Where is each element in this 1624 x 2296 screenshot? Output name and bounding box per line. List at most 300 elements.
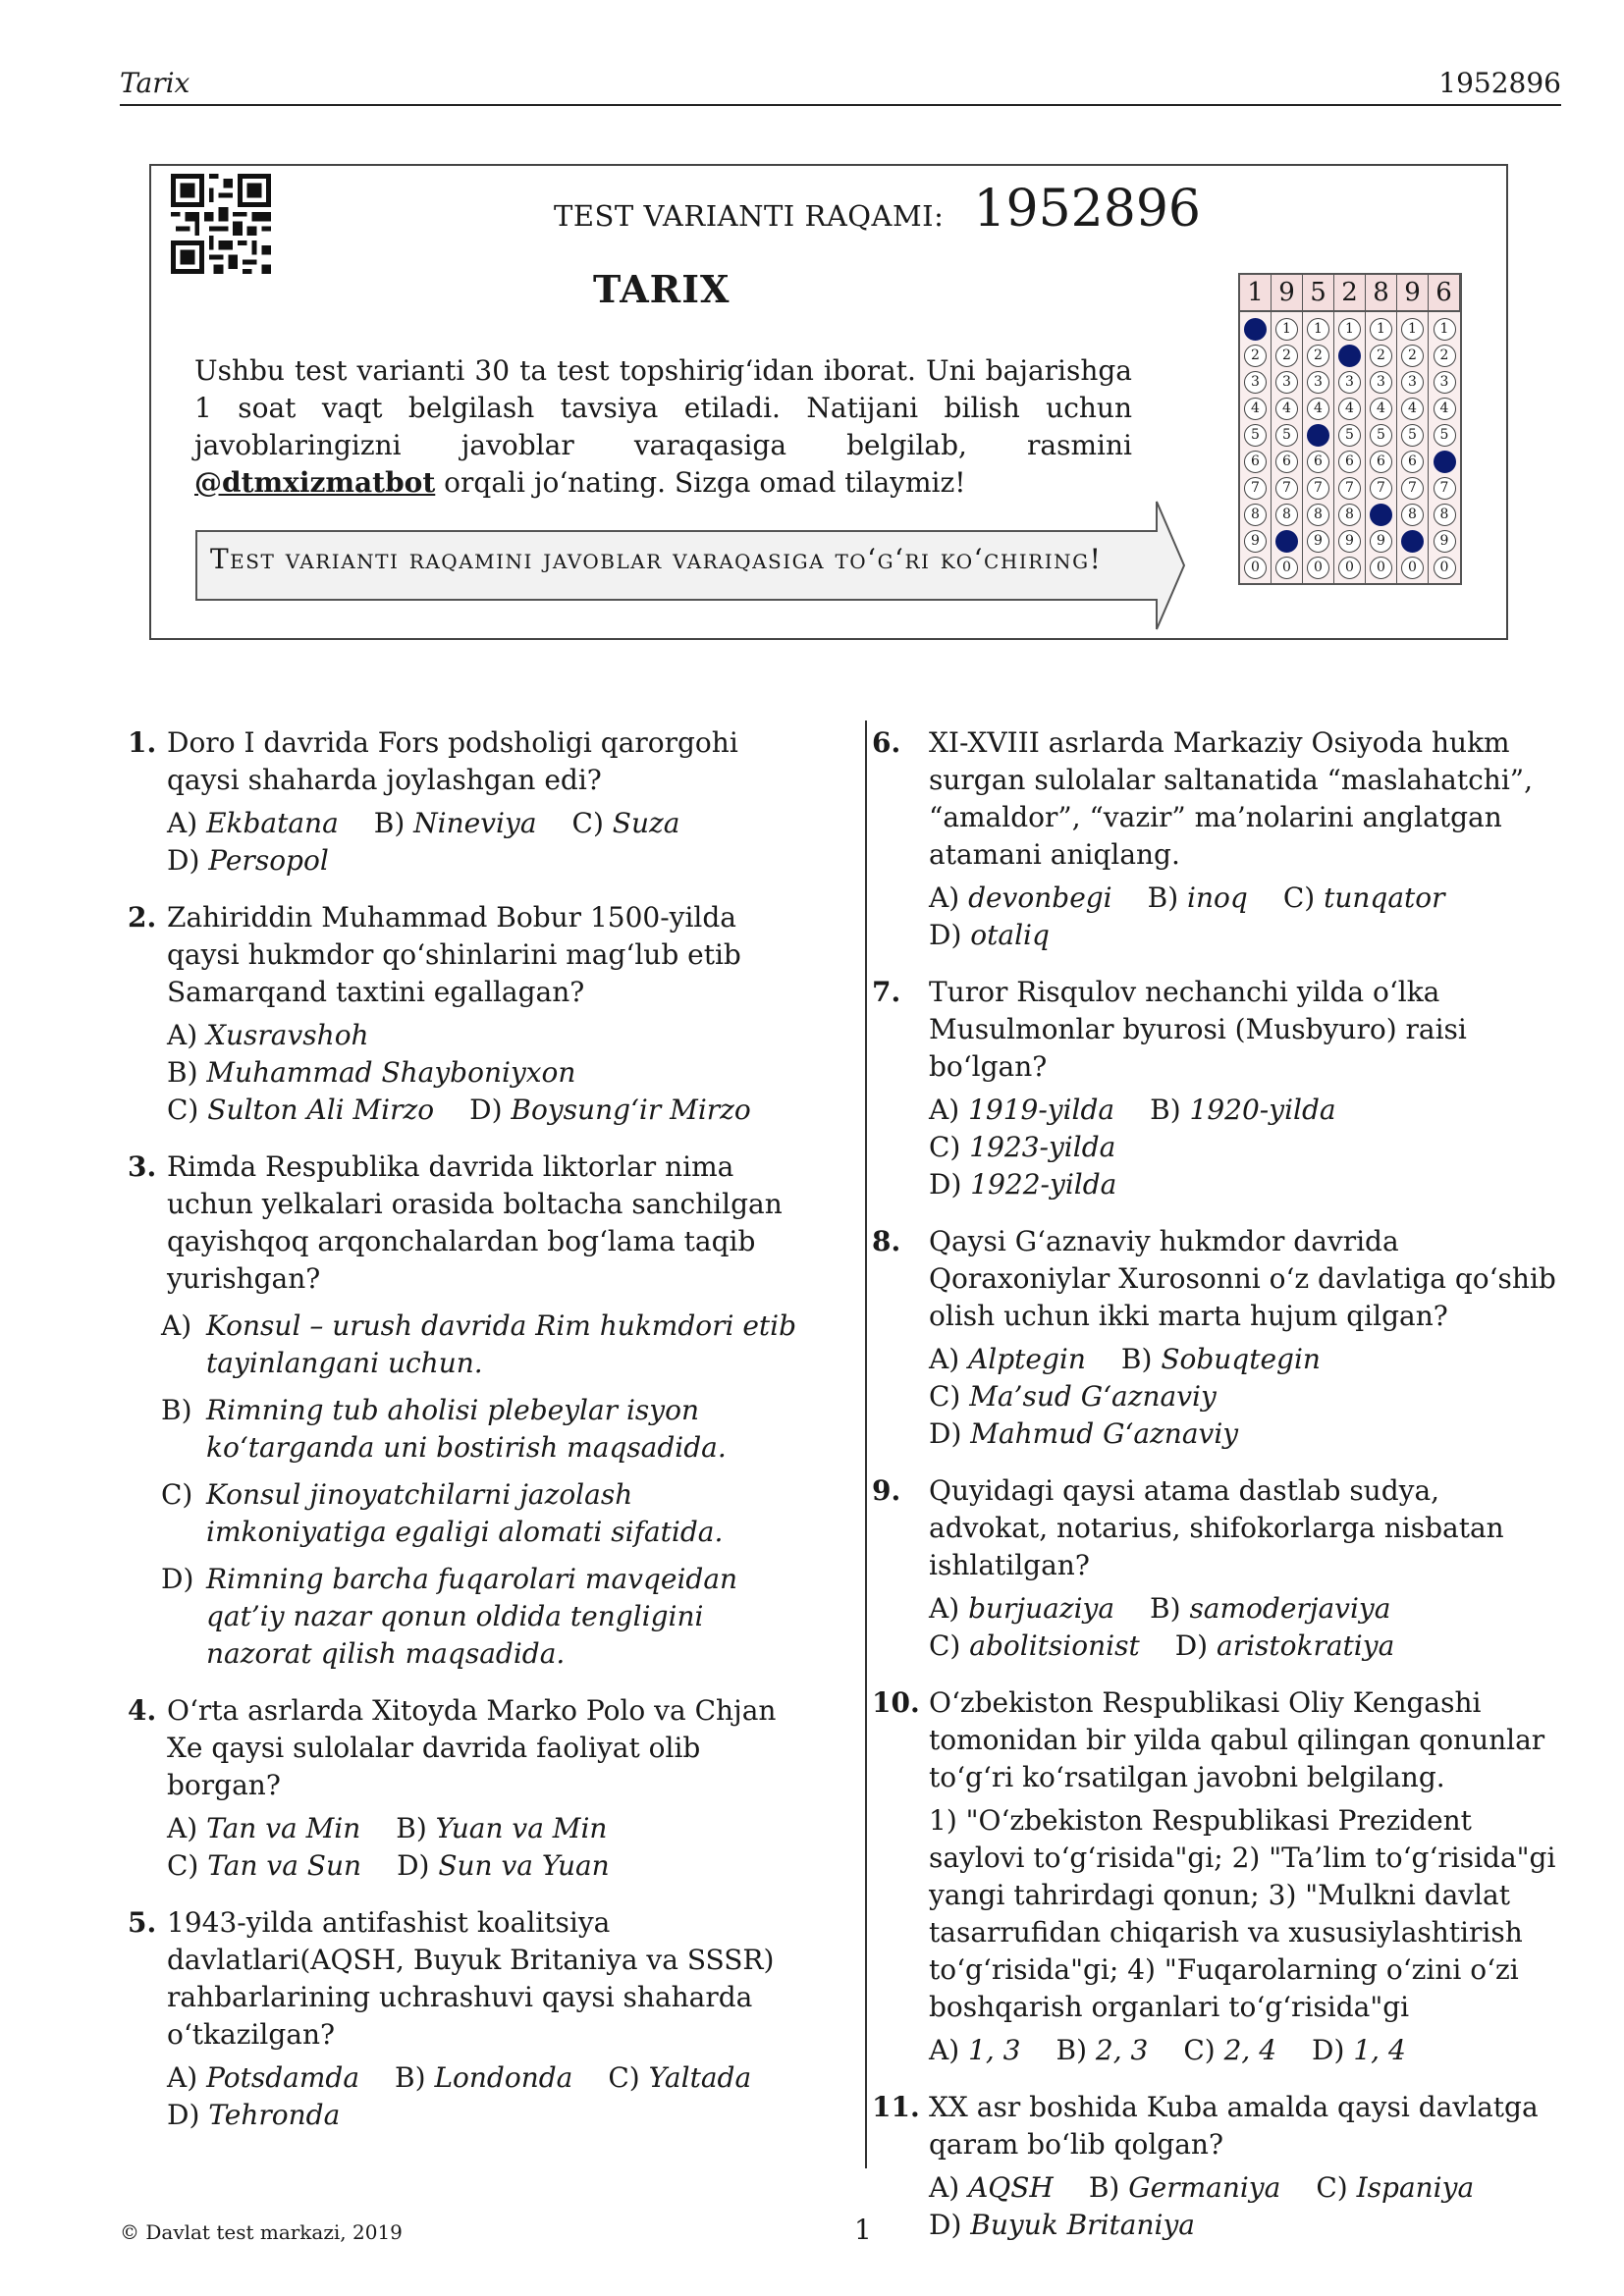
question-number: 1. bbox=[128, 726, 157, 759]
omr-bubble[interactable]: 9 bbox=[1244, 530, 1267, 553]
answer-option[interactable] bbox=[929, 1341, 1086, 1378]
omr-bubble[interactable]: 7 bbox=[1244, 477, 1267, 500]
answer-option-text: Persopol bbox=[208, 844, 329, 877]
omr-column bbox=[1397, 312, 1429, 583]
omr-column bbox=[1366, 312, 1397, 583]
answer-option-row bbox=[929, 1378, 1561, 1453]
omr-bubble[interactable]: 0 bbox=[1370, 557, 1392, 579]
answer-option-row bbox=[167, 1847, 815, 1885]
omr-bubble-filled[interactable] bbox=[1338, 345, 1361, 367]
answer-option[interactable] bbox=[608, 2059, 751, 2097]
omr-bubble[interactable]: 7 bbox=[1338, 477, 1361, 500]
answer-option[interactable] bbox=[167, 1017, 369, 1054]
answer-option-text: samoderjaviya bbox=[1189, 1592, 1391, 1625]
header-subject: Tarix bbox=[120, 67, 190, 99]
omr-bubble[interactable]: 4 bbox=[1401, 398, 1424, 420]
answer-option[interactable] bbox=[167, 1847, 361, 1885]
omr-bubble[interactable]: 5 bbox=[1338, 424, 1361, 447]
question-number: 3. bbox=[128, 1150, 157, 1183]
answer-option[interactable] bbox=[929, 1129, 1115, 1166]
question-item bbox=[872, 1472, 1561, 1665]
answer-option[interactable] bbox=[929, 880, 1112, 917]
omr-bubble[interactable]: 3 bbox=[1338, 371, 1361, 394]
question-text: O‘rta asrlarda Xitoyda Marko Polo va Chjan Xe qaysi sulolalar davrida faoliyat olib borgan? bbox=[167, 1694, 777, 1801]
answer-option[interactable] bbox=[167, 1810, 360, 1847]
question-number: 4. bbox=[128, 1694, 157, 1727]
question-item bbox=[128, 1904, 815, 2134]
answer-option-text: Muhammad Shayboniyxon bbox=[206, 1056, 576, 1089]
answer-option-letter: A) bbox=[929, 1592, 960, 1625]
question-number: 5. bbox=[128, 1906, 157, 1939]
omr-bubble[interactable]: 9 bbox=[1370, 530, 1392, 553]
answer-option-letter: A) bbox=[929, 2034, 960, 2066]
answer-option[interactable] bbox=[1183, 2032, 1276, 2069]
omr-bubble[interactable]: 7 bbox=[1401, 477, 1424, 500]
answer-option-letter: C) bbox=[929, 1629, 961, 1662]
answer-option-text: 1, 4 bbox=[1353, 2034, 1406, 2066]
omr-bubble[interactable]: 2 bbox=[1307, 345, 1329, 367]
answer-option-text: abolitsionist bbox=[969, 1629, 1140, 1662]
answer-option-row bbox=[929, 880, 1561, 917]
answer-option-text: 1919-yilda bbox=[968, 1094, 1115, 1126]
omr-column bbox=[1429, 312, 1460, 583]
answer-options bbox=[929, 2169, 1561, 2244]
answer-option-letter: B) bbox=[1088, 2171, 1120, 2204]
answer-option-letter: C) bbox=[608, 2061, 640, 2094]
answer-option-letter: C) bbox=[161, 1478, 193, 1511]
answer-option-letter: D) bbox=[397, 1849, 430, 1882]
answer-option-text: Rimning tub aholisi plebeylar isyon ko‘targanda uni bostirish maqsadida. bbox=[206, 1394, 727, 1464]
question-text: Zahiriddin Muhammad Bobur 1500-yilda qaysi hukmdor qo‘shinlarini mag‘lub etib Samarqand taxtini egallagan? bbox=[167, 901, 741, 1008]
answer-option-text: Buyuk Britaniya bbox=[970, 2209, 1195, 2241]
omr-bubble[interactable]: 5 bbox=[1370, 424, 1392, 447]
answer-options-long bbox=[161, 1308, 815, 1673]
answer-option-row bbox=[167, 1092, 815, 1129]
answer-option-text: 1920-yilda bbox=[1189, 1094, 1336, 1126]
omr-bubble[interactable]: 7 bbox=[1307, 477, 1329, 500]
answer-option[interactable] bbox=[929, 2032, 1021, 2069]
omr-bubble[interactable]: 1 bbox=[1275, 318, 1298, 341]
answer-option-letter: B) bbox=[161, 1394, 192, 1426]
answer-option-letter: B) bbox=[167, 1056, 198, 1089]
omr-digit-header: 2 bbox=[1334, 275, 1366, 312]
answer-option-text: Yaltada bbox=[648, 2061, 752, 2094]
omr-bubble[interactable]: 6 bbox=[1401, 451, 1424, 473]
answer-options bbox=[167, 2059, 815, 2134]
instructions-text bbox=[194, 352, 1132, 502]
omr-bubble[interactable]: 2 bbox=[1275, 345, 1298, 367]
omr-bubble[interactable]: 1 bbox=[1307, 318, 1329, 341]
omr-bubble[interactable]: 0 bbox=[1244, 557, 1267, 579]
answer-option[interactable] bbox=[396, 1810, 607, 1847]
answer-option[interactable] bbox=[1316, 2169, 1474, 2207]
answer-option-row bbox=[929, 917, 1561, 954]
omr-digit-header: 9 bbox=[1272, 275, 1303, 312]
question-text: Turor Risqulov nechanchi yilda o‘lka Musulmonlar byurosi (Musbyuro) raisi bo‘lgan? bbox=[929, 976, 1467, 1083]
answer-option-text: 1923-yilda bbox=[969, 1131, 1116, 1163]
answer-option-letter: A) bbox=[167, 1812, 198, 1844]
omr-bubble[interactable]: 9 bbox=[1338, 530, 1361, 553]
footer-copyright: © Davlat test markazi, 2019 bbox=[120, 2220, 403, 2244]
variant-label: TEST VARIANTI RAQAMI: bbox=[554, 199, 945, 233]
answer-option-text: Konsul jinoyatchilarni jazolash imkoniyatiga egaligi alomati sifatida. bbox=[206, 1478, 724, 1548]
answer-option[interactable] bbox=[929, 917, 1050, 954]
instructions-after: orqali jo‘nating. Sizga omad tilaymiz! bbox=[435, 466, 966, 499]
answer-option-text: tunqator bbox=[1324, 881, 1445, 914]
instructions-before: Ushbu test varianti 30 ta test topshirig‘idan iborat. Uni bajarishga 1 soat vaqt belgilash tavsiya etiladi. Natijani bilish uchun javoblaringizni javoblar varaqasiga belgilab, rasmini bbox=[194, 354, 1132, 461]
answer-option-text: Ekbatana bbox=[206, 807, 339, 839]
variant-info-box bbox=[149, 164, 1508, 640]
omr-bubble-filled[interactable] bbox=[1434, 451, 1456, 473]
omr-bubble[interactable]: 5 bbox=[1244, 424, 1267, 447]
telegram-bot-link[interactable]: @dtmxizmatbot bbox=[194, 466, 436, 499]
answer-option[interactable] bbox=[397, 1847, 610, 1885]
answer-option-text: Konsul – urush davrida Rim hukmdori etib tayinlangani uchun. bbox=[206, 1309, 797, 1379]
answer-option-row bbox=[167, 2097, 815, 2134]
variant-number-line bbox=[554, 180, 1201, 248]
answer-option[interactable] bbox=[1121, 1341, 1321, 1378]
answer-option-text: Ispaniya bbox=[1356, 2171, 1475, 2204]
question-item bbox=[128, 1148, 815, 1673]
omr-bubble[interactable]: 4 bbox=[1370, 398, 1392, 420]
omr-column bbox=[1303, 312, 1334, 583]
answer-option[interactable] bbox=[161, 1476, 815, 1551]
omr-bubble[interactable]: 5 bbox=[1275, 424, 1298, 447]
omr-bubble[interactable]: 2 bbox=[1244, 345, 1267, 367]
answer-option-text: 1922-yilda bbox=[970, 1168, 1117, 1201]
answer-option-letter: B) bbox=[1056, 2034, 1087, 2066]
omr-bubble[interactable]: 8 bbox=[1338, 504, 1361, 526]
question-item bbox=[128, 724, 815, 880]
omr-bubble[interactable]: 3 bbox=[1401, 371, 1424, 394]
omr-bubble[interactable]: 4 bbox=[1275, 398, 1298, 420]
question-text: Doro I davrida Fors podsholigi qarorgohi qaysi shaharda joylashgan edi? bbox=[167, 726, 738, 796]
answer-option[interactable] bbox=[929, 2169, 1054, 2207]
answer-option[interactable] bbox=[1283, 880, 1445, 917]
question-item bbox=[872, 1223, 1561, 1453]
answer-option-text: Yuan va Min bbox=[435, 1812, 608, 1844]
question-item bbox=[872, 724, 1561, 954]
question-number: 6. bbox=[872, 726, 901, 759]
footer-page-number: 1 bbox=[854, 2214, 872, 2246]
answer-option-text: Londonda bbox=[434, 2061, 573, 2094]
answer-option-row bbox=[929, 1628, 1561, 1665]
answer-option-letter: B) bbox=[395, 2061, 426, 2094]
question-statements: 1) "O‘zbekiston Respublikasi Prezident saylovi to‘g‘risida"gi; 2) "Ta’lim to‘g‘risida"gi yangi tahrirdagi qonun; 3) "Mulkni davlat tasarrufidan chiqarish va xususiylashtirish to‘g‘risida"gi; 4) "Fuqarolarning o‘zini o‘zi boshqarish organlari to‘g‘risida"gi bbox=[929, 1804, 1556, 2023]
omr-bubble[interactable]: 3 bbox=[1244, 371, 1267, 394]
answer-option-text: Suza bbox=[612, 807, 680, 839]
answer-option-text: Tehronda bbox=[208, 2099, 341, 2131]
omr-bubble-filled[interactable] bbox=[1275, 530, 1298, 553]
omr-bubble[interactable]: 3 bbox=[1370, 371, 1392, 394]
header-code: 1952896 bbox=[1438, 67, 1561, 99]
omr-bubble[interactable]: 6 bbox=[1244, 451, 1267, 473]
answer-option[interactable] bbox=[1056, 2032, 1149, 2069]
omr-bubble[interactable]: 2 bbox=[1434, 345, 1456, 367]
omr-bubble-filled[interactable] bbox=[1401, 530, 1424, 553]
answer-option-row bbox=[167, 1017, 815, 1054]
question-number: 10. bbox=[872, 1686, 920, 1719]
omr-bubble[interactable]: 6 bbox=[1275, 451, 1298, 473]
answer-option-letter: D) bbox=[929, 1417, 962, 1450]
answer-option-letter: C) bbox=[167, 1849, 199, 1882]
omr-bubble[interactable]: 3 bbox=[1307, 371, 1329, 394]
answer-option[interactable] bbox=[929, 2207, 1195, 2244]
answer-option-row bbox=[167, 2059, 815, 2097]
answer-option[interactable] bbox=[929, 1590, 1114, 1628]
answer-option-text: Nineviya bbox=[413, 807, 537, 839]
answer-option-letter: C) bbox=[1183, 2034, 1216, 2066]
answer-option-row bbox=[929, 2169, 1561, 2207]
answer-option-letter: A) bbox=[929, 881, 960, 914]
answer-option[interactable] bbox=[1148, 880, 1248, 917]
answer-option[interactable] bbox=[929, 1378, 1217, 1415]
answer-option[interactable] bbox=[161, 1392, 815, 1467]
question-text: O‘zbekiston Respublikasi Oliy Kengashi tomonidan bir yilda qabul qilingan qonunlar to‘g‘ri ko‘rsatilgan javobni belgilang. bbox=[929, 1686, 1545, 1793]
question-number: 2. bbox=[128, 901, 157, 934]
omr-digit-header: 5 bbox=[1303, 275, 1334, 312]
answer-option-text: Tan va Min bbox=[206, 1812, 361, 1844]
answer-option[interactable] bbox=[929, 1166, 1116, 1203]
answer-option-text: Alptegin bbox=[968, 1343, 1086, 1375]
answer-option-row bbox=[929, 1166, 1561, 1203]
answer-option[interactable] bbox=[1312, 2032, 1406, 2069]
answer-option[interactable] bbox=[374, 805, 537, 842]
answer-option-text: burjuaziya bbox=[968, 1592, 1115, 1625]
column-divider bbox=[865, 721, 867, 2168]
answer-option-row bbox=[167, 842, 815, 880]
answer-option-text: Sobuqtegin bbox=[1161, 1343, 1321, 1375]
answer-option-letter: B) bbox=[1147, 881, 1179, 914]
answer-option-letter: D) bbox=[161, 1563, 194, 1595]
omr-column bbox=[1334, 312, 1366, 583]
omr-digit-header: 8 bbox=[1366, 275, 1397, 312]
omr-bubble[interactable]: 1 bbox=[1401, 318, 1424, 341]
answer-option[interactable] bbox=[167, 2059, 359, 2097]
answer-option-letter: B) bbox=[1150, 1592, 1181, 1625]
answer-option-row bbox=[167, 1810, 815, 1847]
answer-option-letter: A) bbox=[167, 807, 198, 839]
answer-option[interactable] bbox=[167, 1054, 575, 1092]
answer-option-letter: A) bbox=[929, 2171, 960, 2204]
omr-bubble[interactable]: 9 bbox=[1307, 530, 1329, 553]
answer-option-row bbox=[929, 1092, 1561, 1166]
answer-option[interactable] bbox=[1089, 2169, 1280, 2207]
answer-options bbox=[167, 1017, 815, 1129]
answer-option-letter: D) bbox=[1174, 1629, 1209, 1662]
answer-option-text: Rimning barcha fuqarolari mavqeidan qat’iy nazar qonun oldida tengligini nazorat qilish maqsadida. bbox=[206, 1563, 738, 1670]
answer-option-letter: C) bbox=[571, 807, 604, 839]
question-number: 9. bbox=[872, 1474, 901, 1507]
omr-bubble[interactable]: 0 bbox=[1401, 557, 1424, 579]
question-item bbox=[128, 899, 815, 1129]
omr-bubble[interactable]: 8 bbox=[1307, 504, 1329, 526]
answer-option-letter: D) bbox=[167, 844, 200, 877]
omr-bubble[interactable]: 8 bbox=[1275, 504, 1298, 526]
answer-option[interactable] bbox=[929, 1092, 1114, 1129]
omr-digit-header: 6 bbox=[1429, 275, 1460, 312]
omr-bubble-filled[interactable] bbox=[1244, 318, 1267, 341]
answer-option-row bbox=[167, 1054, 815, 1092]
answer-option[interactable] bbox=[929, 1628, 1140, 1665]
omr-digit-header: 9 bbox=[1397, 275, 1429, 312]
omr-bubble[interactable]: 5 bbox=[1434, 424, 1456, 447]
answer-option[interactable] bbox=[1150, 1590, 1390, 1628]
answer-option-text: Ma’sud G‘aznaviy bbox=[969, 1380, 1217, 1413]
omr-digit-header: 1 bbox=[1240, 275, 1272, 312]
answer-option-row bbox=[929, 2207, 1561, 2244]
answer-option-letter: C) bbox=[1282, 881, 1316, 914]
answer-option-text: aristokratiya bbox=[1216, 1629, 1395, 1662]
answer-option-text: 1, 3 bbox=[968, 2034, 1021, 2066]
answer-option-row bbox=[929, 2032, 1561, 2069]
omr-column bbox=[1272, 312, 1303, 583]
answer-option-text: Boysung‘ir Mirzo bbox=[511, 1094, 751, 1126]
omr-bubble[interactable]: 6 bbox=[1307, 451, 1329, 473]
omr-bubble[interactable]: 4 bbox=[1338, 398, 1361, 420]
omr-bubble[interactable]: 1 bbox=[1338, 318, 1361, 341]
answer-option[interactable] bbox=[572, 805, 680, 842]
answer-option[interactable] bbox=[1175, 1628, 1395, 1665]
qr-code-icon bbox=[171, 174, 271, 274]
question-item bbox=[128, 1692, 815, 1885]
omr-bubble[interactable]: 4 bbox=[1244, 398, 1267, 420]
answer-options bbox=[929, 1590, 1561, 1665]
answer-option-letter: B) bbox=[396, 1812, 427, 1844]
answer-option[interactable] bbox=[167, 805, 339, 842]
answer-option-letter: D) bbox=[929, 919, 962, 951]
question-text: Quyidagi qaysi atama dastlab sudya, advokat, notarius, shifokorlarga nisbatan ishlatilgan? bbox=[929, 1474, 1504, 1581]
answer-option-text: AQSH bbox=[968, 2171, 1054, 2204]
answer-option[interactable] bbox=[167, 842, 329, 880]
answer-option-letter: D) bbox=[929, 1168, 962, 1201]
answer-option-row bbox=[929, 1590, 1561, 1628]
answer-options bbox=[929, 880, 1561, 954]
answer-option-letter: D) bbox=[167, 2099, 200, 2131]
answer-option-text: otaliq bbox=[970, 919, 1050, 951]
answer-option-row bbox=[167, 805, 815, 842]
subject-title: TARIX bbox=[593, 267, 731, 311]
omr-bubble[interactable]: 2 bbox=[1370, 345, 1392, 367]
question-number: 11. bbox=[872, 2091, 920, 2123]
answer-option-letter: C) bbox=[929, 1380, 961, 1413]
omr-bubble[interactable]: 7 bbox=[1434, 477, 1456, 500]
answer-option-letter: A) bbox=[929, 1343, 960, 1375]
answer-option-letter: D) bbox=[1312, 2034, 1345, 2066]
questions-right-column bbox=[872, 724, 1561, 2264]
answer-option-text: Germaniya bbox=[1128, 2171, 1281, 2204]
answer-option-letter: A) bbox=[167, 2061, 198, 2094]
omr-bubble[interactable]: 3 bbox=[1275, 371, 1298, 394]
answer-option[interactable] bbox=[1150, 1092, 1335, 1129]
page-header bbox=[120, 65, 1561, 106]
question-item bbox=[872, 974, 1561, 1203]
omr-bubble[interactable]: 0 bbox=[1275, 557, 1298, 579]
question-number: 8. bbox=[872, 1225, 901, 1257]
question-text: XX asr boshida Kuba amalda qaysi davlatga qaram bo‘lib qolgan? bbox=[929, 2091, 1539, 2161]
omr-bubble-filled[interactable] bbox=[1370, 504, 1392, 526]
omr-bubble[interactable]: 7 bbox=[1275, 477, 1298, 500]
answer-option-letter: C) bbox=[167, 1094, 199, 1126]
answer-option-text: Mahmud G‘aznaviy bbox=[970, 1417, 1239, 1450]
answer-option-row bbox=[929, 1341, 1561, 1378]
omr-bubble[interactable]: 6 bbox=[1338, 451, 1361, 473]
variant-omr-grid bbox=[1238, 273, 1458, 627]
omr-bubble[interactable]: 9 bbox=[1434, 530, 1456, 553]
answer-option-text: Tan va Sun bbox=[207, 1849, 362, 1882]
answer-option-text: Potsdamda bbox=[206, 2061, 360, 2094]
omr-bubble[interactable]: 8 bbox=[1244, 504, 1267, 526]
question-item bbox=[872, 2089, 1561, 2244]
answer-option-text: devonbegi bbox=[968, 881, 1112, 914]
answer-option[interactable] bbox=[161, 1561, 815, 1673]
arrow-instruction-text: Test varianti raqamini javoblar varaqasiga to‘g‘ri ko‘chiring! bbox=[210, 543, 1103, 575]
omr-bubble[interactable]: 8 bbox=[1434, 504, 1456, 526]
omr-bubble[interactable]: 8 bbox=[1401, 504, 1424, 526]
answer-option-letter: C) bbox=[1316, 2171, 1348, 2204]
omr-column bbox=[1240, 312, 1272, 583]
omr-bubble[interactable]: 0 bbox=[1338, 557, 1361, 579]
answer-options bbox=[929, 1092, 1561, 1203]
answer-option-letter: D) bbox=[929, 2209, 962, 2241]
question-number: 7. bbox=[872, 976, 901, 1008]
answer-option-text: Sun va Yuan bbox=[438, 1849, 610, 1882]
answer-option-letter: B) bbox=[1150, 1094, 1181, 1126]
answer-option-text: Xusravshoh bbox=[206, 1019, 369, 1051]
answer-options bbox=[929, 2032, 1561, 2069]
answer-option-text: 2, 4 bbox=[1223, 2034, 1277, 2066]
answer-option-text: inoq bbox=[1187, 881, 1248, 914]
answer-option-letter: C) bbox=[929, 1131, 961, 1163]
omr-bubble[interactable]: 2 bbox=[1401, 345, 1424, 367]
omr-grid-table bbox=[1238, 273, 1462, 585]
omr-bubble[interactable]: 0 bbox=[1307, 557, 1329, 579]
answer-option-letter: D) bbox=[469, 1094, 503, 1126]
question-item bbox=[872, 1684, 1561, 2069]
variant-number: 1952896 bbox=[973, 180, 1201, 239]
omr-bubble[interactable]: 6 bbox=[1370, 451, 1392, 473]
omr-bubble[interactable]: 5 bbox=[1401, 424, 1424, 447]
question-text: XI-XVIII asrlarda Markaziy Osiyoda hukm surgan sulolalar saltanatida “maslahatchi”, “amaldor”, “vazir” ma’nolarini anglatgan atamani aniqlang. bbox=[929, 726, 1533, 871]
answer-options bbox=[167, 1810, 815, 1885]
omr-bubble[interactable]: 0 bbox=[1434, 557, 1456, 579]
question-text: Rimda Respublika davrida liktorlar nima uchun yelkalari orasida boltacha sanchilgan qayishqoq arqonchalardan bog‘lama taqib yurishgan? bbox=[167, 1150, 783, 1295]
answer-option[interactable] bbox=[161, 1308, 815, 1382]
omr-bubble[interactable]: 4 bbox=[1434, 398, 1456, 420]
omr-bubble[interactable]: 1 bbox=[1434, 318, 1456, 341]
answer-options bbox=[929, 1341, 1561, 1453]
copy-number-arrow bbox=[194, 500, 1186, 631]
omr-bubble[interactable]: 1 bbox=[1370, 318, 1392, 341]
omr-bubble[interactable]: 7 bbox=[1370, 477, 1392, 500]
omr-bubble[interactable]: 4 bbox=[1307, 398, 1329, 420]
answer-option[interactable] bbox=[929, 1415, 1238, 1453]
answer-option-letter: A) bbox=[167, 1019, 198, 1051]
answer-option-text: Sulton Ali Mirzo bbox=[207, 1094, 435, 1126]
answer-option-letter: A) bbox=[929, 1094, 960, 1126]
omr-bubble-filled[interactable] bbox=[1307, 424, 1329, 447]
omr-bubble[interactable]: 3 bbox=[1434, 371, 1456, 394]
answer-option-text: 2, 3 bbox=[1095, 2034, 1149, 2066]
answer-option[interactable] bbox=[469, 1092, 751, 1129]
answer-options bbox=[167, 805, 815, 880]
answer-option[interactable] bbox=[167, 2097, 340, 2134]
answer-option-letter: A) bbox=[161, 1309, 192, 1342]
answer-option[interactable] bbox=[395, 2059, 572, 2097]
questions-left-column bbox=[128, 724, 815, 2154]
answer-option[interactable] bbox=[167, 1092, 434, 1129]
question-text: Qaysi G‘aznaviy hukmdor davrida Qoraxoniylar Xurosonni o‘z davlatiga qo‘shib olish uchun ikki marta hujum qilgan? bbox=[929, 1225, 1556, 1332]
